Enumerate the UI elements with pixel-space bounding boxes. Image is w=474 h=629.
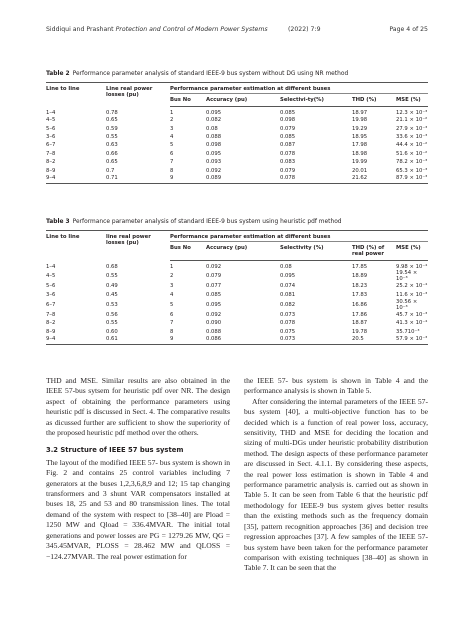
table-cell: 0.082 xyxy=(206,117,222,124)
table-cell: 0.55 xyxy=(106,133,118,140)
table2 xyxy=(46,82,428,184)
table-row xyxy=(46,270,428,282)
table2-header-bus: Bus No xyxy=(170,94,206,107)
table2-caption-text: Performance parameter analysis of standard IEEE-9 bus system without DG using NR method xyxy=(72,71,349,77)
table-cell: 0.090 xyxy=(206,320,222,327)
table-cell: 0.092 xyxy=(206,167,222,174)
table-row xyxy=(46,158,428,166)
table-cell: 0.079 xyxy=(280,125,296,132)
table-cell: 21.62 xyxy=(352,175,396,184)
table-cell: 7–8 xyxy=(46,150,56,157)
table-cell: 0.074 xyxy=(280,283,296,290)
table-cell: 0.075 xyxy=(280,328,296,335)
table3-header-thd: THD (%) of real power xyxy=(352,242,396,261)
table-cell: 21.1 × 10⁻² xyxy=(396,117,428,124)
table-cell: 7–8 xyxy=(46,311,56,318)
table2-caption xyxy=(46,71,348,77)
table-cell: 6 xyxy=(170,150,174,157)
table-cell: 65.3 × 10⁻³ xyxy=(396,167,428,174)
table-cell: 0.078 xyxy=(280,175,352,184)
table-cell: 1–4 xyxy=(46,109,56,116)
table3-body xyxy=(46,261,428,345)
right-paragraph-2: After considering the internal parameters of the IEEE 57- bus system [40], a multi-objective function has to be decided which is a function of real power loss, accuracy, sensitivity, THD and MSE for deciding the location and sizing of multi-DGs under heuristic probability distribution method. The design aspects of these performance parameter are discussed in Sect. 4.1.1. By considering these aspects, the real power loss estimation is shown in Table 4 and performance parametric analysis is. carried out as shown in Table 5. It can be seen from Table 6 that the heuristic pdf methodology for IEEE-9 bus system gives better results than the existing methods such as the frequency domain [35], pattern recognition approaches [36] and decision tree regression approaches [37]. A few samples of the IEEE 57- bus system have been taken for the performance parameter comparison with existing techniques [38–40] as shown in Table 7. It can be seen that the xyxy=(244,396,428,573)
table-cell: 0.59 xyxy=(106,125,118,132)
table-cell: 4–5 xyxy=(46,273,56,279)
table2-header-thd: THD (%) xyxy=(352,94,396,107)
table3-label: Table 3 xyxy=(46,219,70,225)
table-cell: 0.63 xyxy=(106,142,118,149)
table-cell: 7 xyxy=(170,320,174,327)
table-row xyxy=(46,282,428,290)
section-heading: 3.2 Structure of IEEE 57 bus system xyxy=(46,446,184,455)
table-cell: 16.86 xyxy=(352,301,368,308)
table3-header-mse: MSE (%) xyxy=(396,242,428,261)
table-cell: 18.97 xyxy=(352,110,368,116)
table-cell: 19.99 xyxy=(352,159,368,166)
table-cell: 0.53 xyxy=(106,301,118,308)
table-cell: 1 xyxy=(170,264,174,270)
table3-header-accuracy: Accuracy (pu) xyxy=(206,242,280,261)
table-cell: 0.60 xyxy=(106,328,118,335)
table-cell: 0.68 xyxy=(106,263,118,270)
table3-caption-text: Performance parameter analysis of standard IEEE-9 bus system using heuristic pdf method xyxy=(72,219,342,225)
table-row xyxy=(46,107,428,117)
table-cell: 19.78 xyxy=(352,328,368,335)
table-cell: 0.088 xyxy=(206,133,222,140)
table-cell: 0.7 xyxy=(106,167,115,174)
table-row xyxy=(46,116,428,124)
table2-label: Table 2 xyxy=(46,71,70,77)
table-cell: 18.89 xyxy=(352,273,368,279)
table-cell: 8–2 xyxy=(46,320,56,327)
table-cell: 19.98 xyxy=(352,117,368,124)
table-cell: 0.078 xyxy=(280,150,296,157)
table-cell: 11.6 × 10⁻³ xyxy=(396,291,428,298)
table2-header-loss: Line real power losses (pu) xyxy=(106,83,170,107)
table-cell: 0.55 xyxy=(106,273,118,279)
table-cell: 87.9 × 10⁻³ xyxy=(396,175,428,184)
right-column xyxy=(244,376,428,574)
table-cell: 8–9 xyxy=(46,328,56,335)
table-row xyxy=(46,311,428,319)
table-cell: 3 xyxy=(170,283,174,290)
table-row xyxy=(46,290,428,298)
table-cell: 17.98 xyxy=(352,142,368,149)
table3-header-loss: line real power losses (pu) xyxy=(106,231,170,261)
table-cell: 0.098 xyxy=(206,142,222,149)
table-cell: 0.085 xyxy=(280,110,296,116)
table-row xyxy=(46,319,428,327)
table-cell: 2 xyxy=(170,117,174,124)
table2-header-mse: MSE (%) xyxy=(396,94,428,107)
left-paragraph-2: The layout of the modified IEEE 57- bus system is shown in Fig. 2 and contains 25 control variables including 7 generators at the buses 1,2,3,6,8,9 and 12; 15 tap changing transformers and 3 shunt VAR compensators installed at buses 18, 25 and 53 and 80 transmission lines. The total demand of the system with respect to [38–40] are Pload = 1250 MW and Qload = 336.4MVAR. The initial total generations and power losses are PG = 1279.26 MW, QG = 345.45MVAR, PLOSS = 28.462 MW and QLOSS = −124.27MVAR. The real power estimation for xyxy=(46,457,230,561)
table-cell: 6–7 xyxy=(46,301,56,308)
table3-header-bus: Bus No xyxy=(170,242,206,261)
table-cell: 7 xyxy=(170,159,174,166)
table-cell: 45.7 × 10⁻³ xyxy=(396,311,428,318)
table-cell: 78.2 × 10⁻³ xyxy=(396,159,428,166)
table-cell: 5 xyxy=(170,142,174,149)
table-cell: 17.86 xyxy=(352,311,368,318)
table-cell: 3 xyxy=(170,125,174,132)
table-cell: 25.2 × 10⁻⁴ xyxy=(396,283,428,290)
table-cell: 9 xyxy=(170,336,206,345)
table-cell: 0.073 xyxy=(280,311,296,318)
table-cell: 3–6 xyxy=(46,291,56,298)
table-cell: 0.073 xyxy=(280,336,352,345)
table-cell: 19.54 × 10⁻³ xyxy=(396,270,418,282)
table-cell: 4–5 xyxy=(46,117,56,124)
table-cell: 4 xyxy=(170,133,174,140)
table-cell: 0.081 xyxy=(280,291,296,298)
table-cell: 0.61 xyxy=(106,336,170,345)
table-cell: 5–6 xyxy=(46,125,56,132)
header-year: (2022) 7:9 xyxy=(288,26,321,33)
table-cell: 0.088 xyxy=(206,328,222,335)
table-row xyxy=(46,124,428,132)
table-cell: 9–4 xyxy=(46,175,106,184)
table-cell: 18.87 xyxy=(352,320,368,327)
left-paragraph-1: THD and MSE. Similar results are also obtained in the IEEE 57-bus sytsem for heuristic pdf over NR. The design aspect of obtaining the performance parameters using heuristic pdf is discussed in Sect. 4. The comparative results as dicussed further are sufficient to show the superiority of the proposed heuristic pdf method over the others. xyxy=(46,376,230,438)
table-cell: 57.9 × 10⁻³ xyxy=(396,336,428,345)
table-row xyxy=(46,328,428,336)
table-cell: 0.087 xyxy=(280,142,296,149)
table-row xyxy=(46,141,428,149)
table-row xyxy=(46,175,428,184)
table-cell: 35.710⁻³ xyxy=(396,328,420,335)
table-cell: 2 xyxy=(170,273,174,279)
table-cell: 17.85 xyxy=(352,264,368,270)
table-cell: 0.55 xyxy=(106,320,118,327)
table-cell: 0.78 xyxy=(106,109,118,116)
table-cell: 0.65 xyxy=(106,159,118,166)
table-cell: 0.095 xyxy=(206,301,222,308)
table3-header-line: Line to line xyxy=(46,231,106,261)
table-cell: 0.095 xyxy=(206,110,222,116)
table-cell: 0.08 xyxy=(206,125,218,132)
table-cell: 4 xyxy=(170,291,174,298)
table-cell: 9 xyxy=(170,175,206,184)
table-cell: 51.6 × 10⁻² xyxy=(396,150,428,157)
table2-header-accuracy: Accuracy (pu) xyxy=(206,94,280,107)
table-cell: 8 xyxy=(170,167,174,174)
table-cell: 1–4 xyxy=(46,263,56,270)
table-cell: 0.095 xyxy=(206,150,222,157)
table-cell: 0.08 xyxy=(280,264,292,270)
table-cell: 6–7 xyxy=(46,142,56,149)
table2-header-group: Performance parameter estimation at different buses xyxy=(170,83,428,94)
table-cell: 0.66 xyxy=(106,150,118,157)
table-cell: 0.083 xyxy=(280,159,296,166)
table-cell: 18.98 xyxy=(352,150,368,157)
table-cell: 0.095 xyxy=(280,273,296,279)
table-cell: 27.9 × 10⁻³ xyxy=(396,125,428,132)
table-cell: 0.65 xyxy=(106,117,118,124)
table-row xyxy=(46,261,428,271)
table3-header-selectivity: Selectivity (%) xyxy=(280,242,352,261)
table3-caption xyxy=(46,219,342,225)
table-cell: 0.56 xyxy=(106,311,118,318)
table-cell: 0.085 xyxy=(280,133,296,140)
table-cell: 8–2 xyxy=(46,159,56,166)
table-cell: 5–6 xyxy=(46,283,56,290)
table-cell: 0.098 xyxy=(280,117,296,124)
table-cell: 0.079 xyxy=(206,273,222,279)
table-row xyxy=(46,336,428,345)
table-cell: 0.093 xyxy=(206,159,222,166)
table-cell: 1 xyxy=(170,110,174,116)
table-cell: 18.95 xyxy=(352,133,368,140)
table-cell: 30.56 × 10⁻³ xyxy=(396,298,418,311)
table-cell: 8 xyxy=(170,328,174,335)
table-cell: 0.082 xyxy=(280,301,296,308)
table-cell: 6 xyxy=(170,311,174,318)
table-cell: 0.49 xyxy=(106,283,118,290)
table2-header-selectivity: Selectivi-ty(%) xyxy=(280,94,352,107)
header-citation xyxy=(46,26,268,33)
header-journal: Protection and Control of Modern Power Systems xyxy=(115,26,268,33)
table-cell: 0.092 xyxy=(206,264,222,270)
table-cell: 44.4 × 10⁻² xyxy=(396,142,428,149)
table-cell: 0.079 xyxy=(280,167,296,174)
table-cell: 20.5 xyxy=(352,336,396,345)
table-cell: 0.085 xyxy=(206,291,222,298)
table-cell: 0.45 xyxy=(106,291,118,298)
table-cell: 0.086 xyxy=(206,336,280,345)
table-cell: 0.089 xyxy=(206,175,280,184)
table-cell: 33.6 × 10⁻³ xyxy=(396,133,428,140)
table-cell: 8–9 xyxy=(46,167,56,174)
table-cell: 18.23 xyxy=(352,283,368,290)
table-cell: 12.3 × 10⁻³ xyxy=(396,110,428,116)
table-row xyxy=(46,166,428,174)
table-cell: 41.3 × 10⁻⁴ xyxy=(396,320,428,327)
table-cell: 0.71 xyxy=(106,175,170,184)
table-row xyxy=(46,133,428,141)
header-page-number: Page 4 of 25 xyxy=(389,26,428,33)
table-cell: 9–4 xyxy=(46,336,106,345)
table-cell: 5 xyxy=(170,301,174,308)
running-header xyxy=(46,26,428,36)
table-cell: 19.29 xyxy=(352,125,368,132)
table2-body xyxy=(46,107,428,184)
table2-header-line: Line to line xyxy=(46,83,106,107)
table-cell: 17.83 xyxy=(352,291,368,298)
table3 xyxy=(46,230,428,345)
table-cell: 20.01 xyxy=(352,167,368,174)
table-cell: 0.092 xyxy=(206,311,222,318)
table3-header-group: Performance parameter estimation at different buses xyxy=(170,231,428,242)
left-column xyxy=(46,376,230,562)
table-cell: 9.98 × 10⁻⁴ xyxy=(396,264,428,270)
table-cell: 3–6 xyxy=(46,133,56,140)
right-paragraph-1: the IEEE 57- bus system is shown in Table 4 and the performance analysis is shown in Table 5. xyxy=(244,376,428,396)
table-cell: 0.078 xyxy=(280,320,296,327)
table-cell: 0.077 xyxy=(206,283,222,290)
header-authors: Siddiqui and Prashant xyxy=(46,26,114,33)
table-row xyxy=(46,299,428,311)
table-row xyxy=(46,150,428,158)
